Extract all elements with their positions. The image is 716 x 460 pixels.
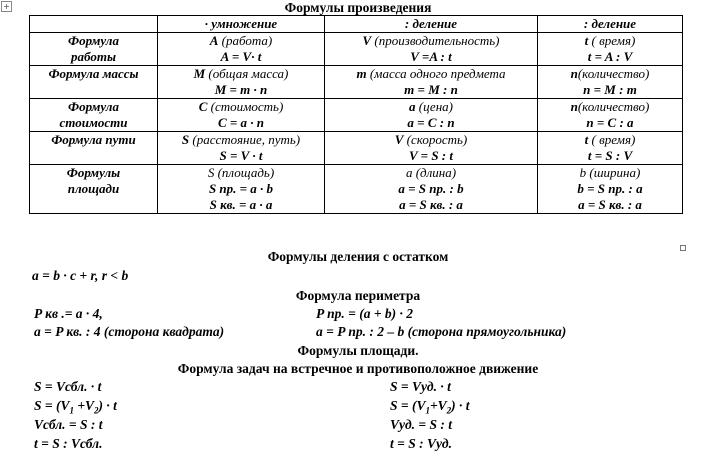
cell-path-speed: V (скорость) V = S : t — [325, 132, 538, 165]
motion-away-time: t = S : Vуд. — [390, 436, 452, 451]
table-row-path — [30, 132, 683, 165]
side-rectangle: a = P пр. : 2 – b (сторона прямоугольника) — [316, 324, 567, 339]
cell-area-a: a (длина) a = S пр. : b a = S кв. : a — [325, 165, 538, 214]
row-label-mass: Формула массы — [30, 66, 158, 99]
cell-area-b: b (ширина) b = S пр. : a a = S кв. : a — [538, 165, 683, 214]
table-row-area — [30, 165, 683, 214]
row-label-work: Формула работы — [30, 33, 158, 66]
formulas-table — [29, 15, 683, 214]
motion-away-speed: Vуд. = S : t — [390, 417, 452, 432]
perimeter-title: Формула периметра — [295, 288, 421, 303]
cell-mass-count: n(количество) n = M : m — [538, 66, 683, 99]
header-empty-cell — [30, 16, 158, 33]
cell-area-s: S (площадь) S пр. = a · b S кв. = a · a — [158, 165, 325, 214]
header-division-1: : деление — [325, 16, 538, 33]
cell-path-time: t ( время) t = S : V — [538, 132, 683, 165]
table-row-work — [30, 33, 683, 66]
cell-path-distance: S (расстояние, путь) S = V · t — [158, 132, 325, 165]
cell-work-productivity: V (производительность) V =A : t — [325, 33, 538, 66]
row-label-path: Формула пути — [30, 132, 158, 165]
table-row-mass — [30, 66, 683, 99]
header-division-2: : деление — [538, 16, 683, 33]
remainder-formula: a = b · c + r, r < b — [32, 268, 129, 283]
cell-cost-count: n(количество) n = C : a — [538, 99, 683, 132]
products-title: Формулы произведения — [284, 0, 432, 15]
remainder-title: Формулы деления с остатком — [267, 249, 449, 264]
area-title: Формулы площади. — [297, 343, 419, 358]
row-label-area: Формулы площади — [30, 165, 158, 214]
motion-approach-time: t = S : Vсбл. — [34, 436, 103, 451]
cell-work-product: A (работа) A = V· t — [158, 33, 325, 66]
motion-away-distance: S = Vуд. · t — [390, 379, 451, 394]
cell-mass-total: M (общая масса) M = m · n — [158, 66, 325, 99]
side-square: a = P кв. : 4 (сторона квадрата) — [34, 324, 225, 339]
motion-approach-distance: S = Vсбл. · t — [34, 379, 102, 394]
table-row-cost — [30, 99, 683, 132]
row-label-cost: Формула стоимости — [30, 99, 158, 132]
motion-away-sum: $S = (V_1+V_2) \cdot t$ — [390, 398, 470, 416]
cell-cost-total: C (стоимость) C = a · n — [158, 99, 325, 132]
cell-cost-price: a (цена) a = C : n — [325, 99, 538, 132]
table-move-handle-icon[interactable]: + — [1, 1, 12, 12]
cell-work-time: t ( время) t = A : V — [538, 33, 683, 66]
motion-approach-sum: $S = (V_1 +V_2) \cdot t$ — [34, 398, 117, 416]
motion-approach-speed: Vсбл. = S : t — [34, 417, 103, 432]
header-multiplication: · умножение — [158, 16, 325, 33]
cell-mass-one: m (масса одного предмета m = M : n — [325, 66, 538, 99]
motion-title: Формула задач на встречное и противоположное движение — [177, 361, 539, 376]
table-header-row — [30, 16, 683, 33]
perimeter-rectangle: P пр. = (a + b) · 2 — [316, 306, 414, 321]
perimeter-square: P кв .= a · 4, — [34, 306, 103, 321]
